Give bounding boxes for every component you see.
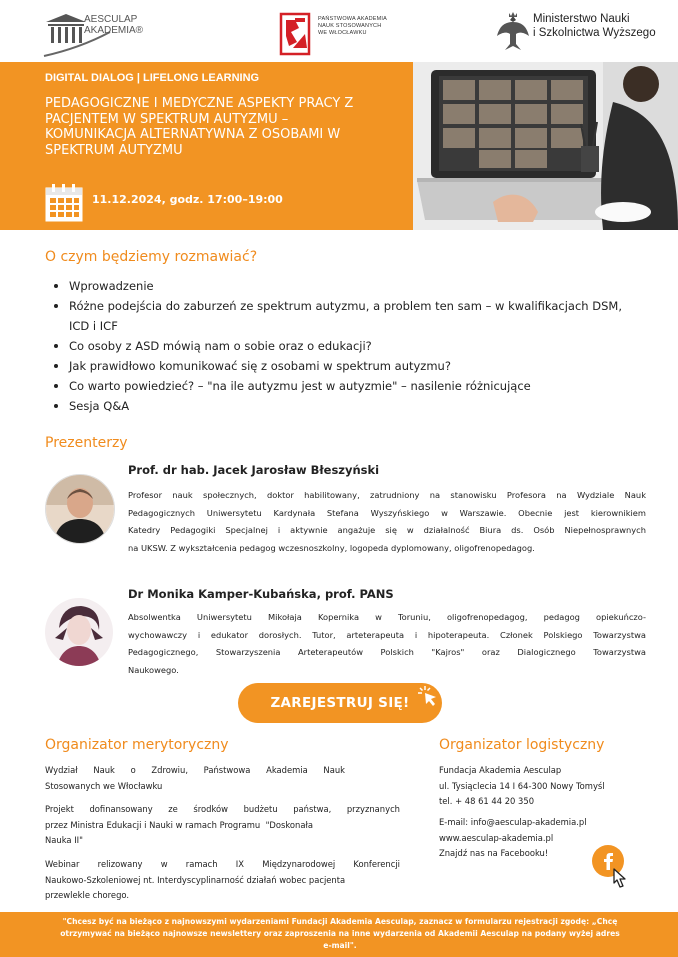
- conference-line: przewlekle chorego.: [45, 890, 130, 901]
- event-date: 11.12.2024, godz. 17:00–19:00: [92, 193, 283, 206]
- footer-line: "Chcesz być na bieżąco z najnowszymi wydarzeniami Fundacji Akademia Aesculap, zaznacz w formularzu rejestracji zgodę: „Chcę: [62, 917, 618, 926]
- newsletter-consent-note: [40, 916, 640, 952]
- presenters-heading: Prezenterzy: [45, 435, 128, 451]
- presenter-bio-line: Naukowego.: [128, 664, 179, 675]
- aesculap-logo-text: [84, 14, 143, 36]
- list-item: Co warto powiedzieć? – "na ile autyzmu jest w autyzmie" – nasilenie różnicujące: [52, 376, 622, 396]
- banner-kicker: DIGITAL DIALOG | LIFELONG LEARNING: [45, 72, 260, 84]
- list-item: Różne podejścia do zaburzeń ze spektrum autyzmu, a problem ten sam – w kwalifikacjach DSM, ICD i ICF: [52, 296, 622, 336]
- presenter-bio-2: [128, 609, 646, 679]
- event-title: [45, 96, 400, 158]
- presenter-name-2: Dr Monika Kamper-Kubańska, prof. PANS: [128, 587, 394, 601]
- funding-line: Projekt dofinansowany ze środków budżetu państwa, przyznanych: [45, 804, 400, 814]
- pans-shield-icon: [277, 10, 317, 60]
- conference-note: [45, 857, 400, 904]
- presenter-bio-line: Absolwentka Uniwersytetu Mikołaja Kopernika w Toruniu, oligofrenopedagog, pedagog opiekuńczo-: [128, 612, 646, 622]
- organizer-content-unit: [45, 763, 345, 794]
- register-button[interactable]: [238, 683, 442, 723]
- list-item: Jak prawidłowo komunikować się z osobami w spektrum autyzmu?: [52, 356, 622, 376]
- pans-logo-line3: WE WŁOCŁAWKU: [318, 30, 367, 36]
- pans-logo-text: [318, 16, 387, 37]
- organizer-content-heading: Organizator merytoryczny: [45, 737, 229, 753]
- organizer-unit-line: Stosowanych we Włocławku: [45, 780, 163, 791]
- logistic-address: [439, 763, 669, 810]
- event-title-line: SPEKTRUM AUTYZMU: [45, 142, 183, 158]
- facebook-icon[interactable]: [590, 843, 638, 893]
- conference-line: Webinar relizowany w ramach IX Międzynarodowej Konferencji: [45, 859, 400, 869]
- presenter-bio-line: Katedry Pedagogiki Specjalnej i aktywnie angażuje się w działalność Biura ds. Osób Niepełnosprawnych: [128, 525, 646, 535]
- presenter-bio-line: Pedagogicznego, Stowarzyszenia Arteterapeutów Polskich "Kajros" oraz Dialogicznego Towarzystwa: [128, 647, 646, 657]
- presenter-bio-line: Profesor nauk społecznych, doktor habilitowany, zatrudniony na stanowisku Profesora na Wydziale Nauk: [128, 490, 646, 500]
- presenter-bio-1: [128, 487, 646, 557]
- ministry-logo-line2: i Szkolnictwa Wyższego: [533, 27, 656, 39]
- presenter-bio-line: na UKSW. Z wykształcenia pedagog wczesnoszkolny, logopeda dyplomowany, oligofrenopedagog.: [128, 542, 535, 553]
- cursor-click-icon: [416, 684, 442, 710]
- facebook-text: Znajdź nas na Facebooku!: [439, 848, 549, 859]
- presenter-name-1: Prof. dr hab. Jacek Jarosław Błeszyński: [128, 463, 380, 477]
- funding-line: przez Ministra Edukacji i Nauki w ramach Programu "Doskonała: [45, 819, 313, 830]
- presenter-photo-2: [45, 598, 113, 666]
- agenda-list: [52, 276, 622, 416]
- event-title-line: KOMUNIKACJA ALTERNATYWNA Z OSOBAMI W: [45, 127, 341, 143]
- pans-logo-line2: NAUK STOSOWANYCH: [318, 23, 382, 29]
- event-title-line: PEDAGOGICZNE I MEDYCZNE ASPEKTY PRACY Z: [45, 96, 354, 111]
- address-line: Fundacja Akademia Aesculap: [439, 765, 562, 775]
- agenda-heading: O czym będziemy rozmawiać?: [45, 249, 258, 265]
- website-link[interactable]: www.aesculap-akademia.pl: [439, 832, 554, 843]
- conference-line: Naukowo-Szkoleniowej nt. Interdyscyplinarność działań wobec pacjenta: [45, 874, 346, 885]
- pans-logo-line1: PAŃSTWOWA AKADEMIA: [318, 16, 387, 22]
- list-item: Co osoby z ASD mówią nam o sobie oraz o edukacji?: [52, 336, 622, 356]
- address-line: ul. Tysiąclecia 14 I 64-300 Nowy Tomyśl: [439, 780, 605, 791]
- aesculap-logo-line2: AKADEMIA®: [84, 25, 144, 36]
- presenter-bio-line: Pedagogicznych Uniwersytetu Kardynała Stefana Wyszyńskiego w Warszawie. Obecnie jest kierownikiem: [128, 507, 646, 518]
- calendar-icon: [45, 184, 83, 222]
- organizer-unit-line: Wydział Nauk o Zdrowiu, Państwowa Akademia Nauk: [45, 765, 345, 775]
- presenter-photo-1: [45, 474, 115, 544]
- phone-line: tel. + 48 61 44 20 350: [439, 796, 535, 807]
- footer-line: otrzymywać na bieżąco najnowsze newslettery oraz zaproszenia na inne wydarzenia od Akademii Aesculap na podany wyżej adres: [60, 929, 620, 938]
- aesculap-logo-line1: AESCULAP: [84, 14, 138, 25]
- presenter-bio-line: wychowawczy i edukator dorosłych. Tutor, arteterapeuta i hipoterapeuta. Członek Polskiego Towarzystwa: [128, 629, 646, 640]
- funding-line: Nauka II": [45, 835, 83, 846]
- polish-eagle-icon: [495, 10, 531, 56]
- organizer-logistic-heading: Organizator logistyczny: [439, 737, 605, 753]
- ministry-logo-text: [533, 12, 656, 40]
- list-item: Wprowadzenie: [52, 276, 622, 296]
- list-item: Sesja Q&A: [52, 396, 622, 416]
- ministry-logo-line1: Ministerstwo Nauki: [533, 13, 630, 25]
- funding-note: [45, 802, 400, 849]
- register-button-label: ZAREJESTRUJ SIĘ!: [270, 695, 410, 711]
- video-conference-laptop-photo: [413, 62, 678, 230]
- email-link[interactable]: E-mail: info@aesculap-akademia.pl: [439, 817, 587, 827]
- footer-line: e-mail".: [323, 941, 357, 950]
- event-title-line: PACJENTEM W SPEKTRUM AUTYZMU –: [45, 111, 289, 127]
